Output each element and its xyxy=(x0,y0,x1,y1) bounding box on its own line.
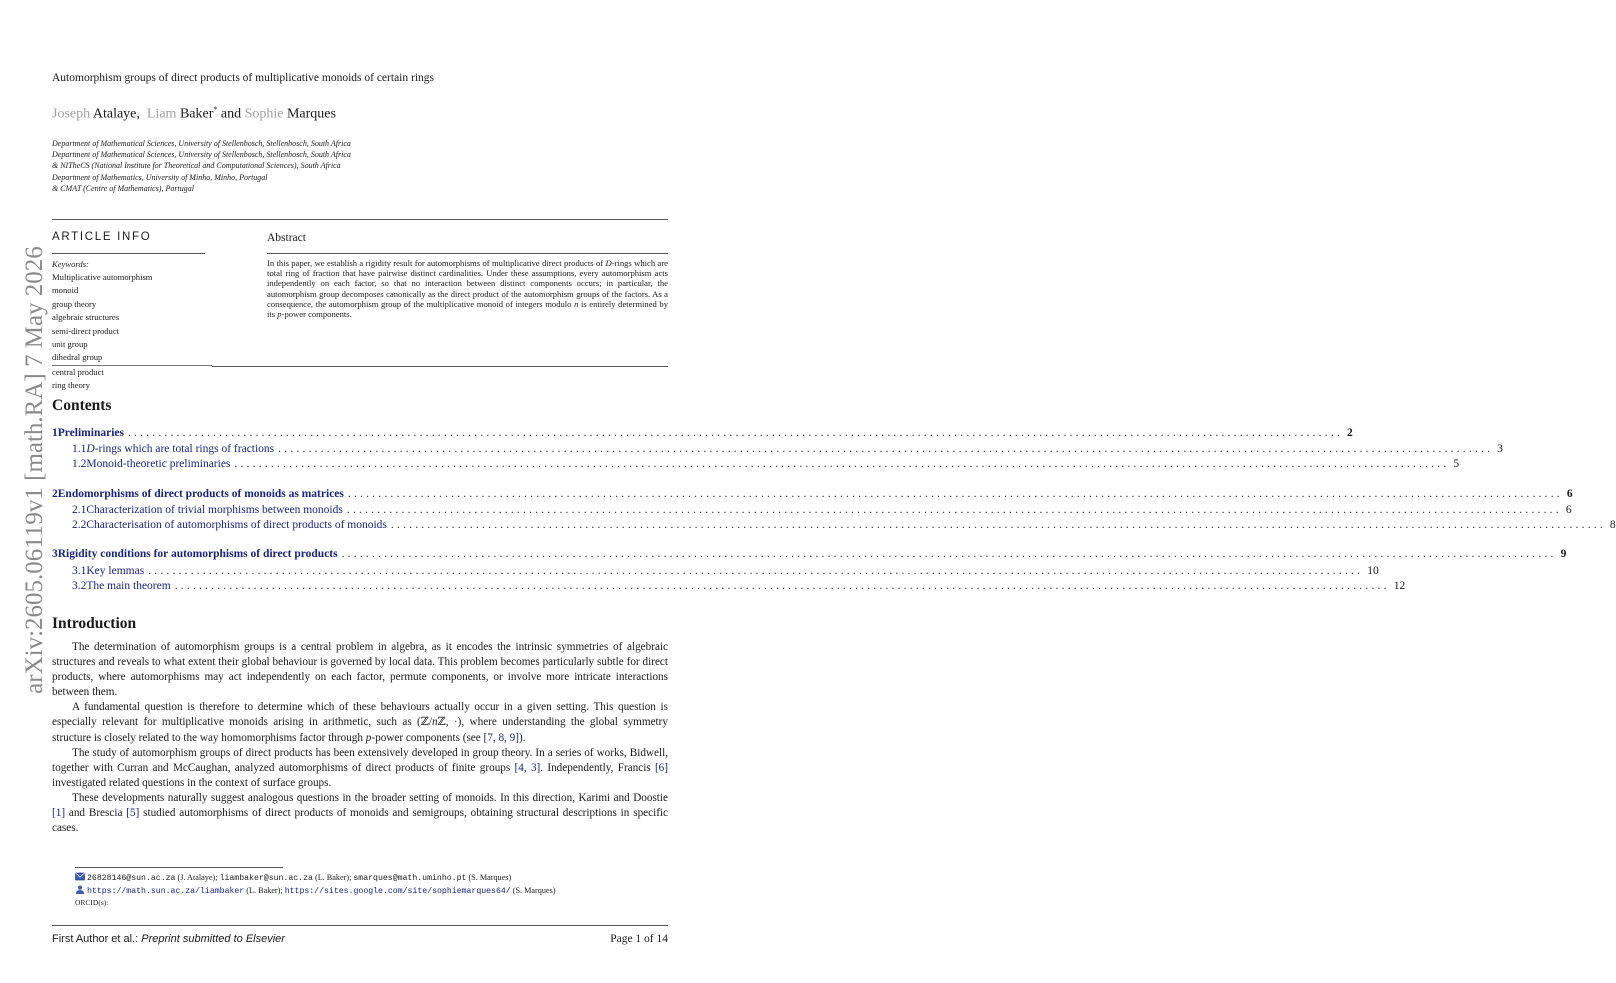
citation-link[interactable]: [6] xyxy=(654,761,668,774)
toc-page: 9 xyxy=(1560,548,1567,560)
person-icon xyxy=(75,885,85,894)
intro-paragraph xyxy=(52,791,668,836)
orcid-label: ORCID(s): xyxy=(75,898,109,907)
keyword-item: ring theory xyxy=(52,380,90,391)
abstract-segment: -power components. xyxy=(281,309,352,320)
author-1-first: Joseph xyxy=(52,106,91,122)
toc-section[interactable] xyxy=(52,427,1353,442)
intro-paragraph: The determination of automorphism groups is a central problem in algebra, as it encodes the intrinsic symmetries of algebraic structures and reveals to what extent their global behaviour is governed by local data. This problem becomes particularly subtle for direct products, where automorphisms may act independently on each factor, permute components, or involve more intricate interactions between them. xyxy=(52,641,668,699)
toc-title-text: -rings which are total rings of fractions xyxy=(94,443,275,455)
toc-leader: ........................................................................................................................................................................................................ xyxy=(148,565,1364,577)
toc-subsection[interactable] xyxy=(52,458,1460,473)
footnote-text: (J. Atalaye); xyxy=(175,873,220,882)
abstract-segment: In this paper, we establish a rigidity result for automorphisms of multiplicative direct products of xyxy=(267,258,606,268)
toc-number: 3 xyxy=(52,548,58,560)
article-info-divider xyxy=(52,253,205,254)
author-3-first: Sophie xyxy=(244,106,284,122)
keywords-label: Keywords: xyxy=(52,259,89,269)
toc-subsection[interactable] xyxy=(52,519,1616,534)
citation-link[interactable]: [1] xyxy=(52,807,66,820)
contents-heading: Contents xyxy=(52,397,112,414)
keyword-item: semi-direct product xyxy=(52,325,120,336)
footnote-text: (L. Baker); xyxy=(244,886,285,895)
keyword-item: central product xyxy=(52,366,104,377)
keyword-item: group theory xyxy=(52,298,97,309)
toc-page: 8 xyxy=(1609,519,1616,531)
affiliation-line: & NITheCS (National Institute for Theoretical and Computational Sciences), South Africa xyxy=(52,161,341,171)
toc-subsection[interactable] xyxy=(52,443,1503,458)
intro-math: p xyxy=(365,731,372,744)
abstract-segment: is entirely determined by its xyxy=(267,298,668,320)
footer-divider xyxy=(52,925,668,926)
author-separator: , xyxy=(136,106,140,122)
toc-title[interactable]: Rigidity conditions for automorphisms of direct products xyxy=(57,548,338,560)
toc-page: 6 xyxy=(1565,504,1572,516)
toc-section[interactable] xyxy=(52,488,1573,503)
keyword-item: dihedral group xyxy=(52,351,212,365)
affiliation-line: Department of Mathematical Sciences, University of Stellenbosch, Stellenbosch, South Africa xyxy=(52,150,351,160)
toc-section[interactable] xyxy=(52,548,1567,563)
abstract-math: D xyxy=(605,258,612,268)
toc-leader: ........................................................................................................................................................................................................ xyxy=(347,488,1563,500)
toc-page: 10 xyxy=(1367,565,1379,577)
author-2-first: Liam xyxy=(146,106,177,122)
article-info-heading: ARTICLE INFO xyxy=(52,231,152,243)
header-divider xyxy=(52,219,668,220)
abstract-math: n xyxy=(574,298,579,309)
abstract-text xyxy=(267,258,668,319)
email-link[interactable]: liambaker@sun.ac.za xyxy=(219,874,313,883)
intro-paragraph xyxy=(52,746,668,791)
homepage-link[interactable]: https://math.sun.ac.za/liambaker xyxy=(87,887,245,896)
toc-number: 1 xyxy=(52,427,58,439)
toc-leader: ........................................................................................................................................................................................................ xyxy=(390,519,1606,531)
toc-number: 3.1 xyxy=(72,565,87,577)
email-link[interactable]: 26828146@sun.ac.za xyxy=(87,874,176,883)
intro-text: . Independently, Francis xyxy=(540,761,655,774)
toc-leader: ........................................................................................................................................................................................................ xyxy=(174,580,1390,592)
page-number: Page 1 of 14 xyxy=(610,933,668,945)
footer-author: First Author et al.: xyxy=(52,933,139,945)
toc-page: 12 xyxy=(1393,580,1406,592)
page-footer-left xyxy=(52,933,285,945)
toc-leader: ........................................................................................................................................................................................................ xyxy=(278,443,1494,455)
footnote-urls xyxy=(75,885,556,896)
abstract-heading: Abstract xyxy=(267,232,306,244)
intro-text: -power components (see xyxy=(371,731,484,744)
toc-title[interactable]: Characterisation of automorphisms of direct products of monoids xyxy=(86,519,387,531)
arxiv-sidebar xyxy=(20,240,50,700)
keyword-item: unit group xyxy=(52,338,88,349)
introduction-heading: Introduction xyxy=(52,615,137,632)
citation-link[interactable]: [7, 8, 9] xyxy=(483,731,519,744)
toc-subsection[interactable] xyxy=(52,504,1572,519)
intro-math: n xyxy=(432,716,438,729)
keywords-block xyxy=(52,259,212,393)
abstract-math: p xyxy=(277,309,282,320)
author-separator: and xyxy=(220,106,242,122)
intro-text: A fundamental question is therefore to determine which of these behaviours actually occur in a given setting. This question is especially relevant for multiplicative monoids arising in arithmetic, such as (ℤ/ xyxy=(52,701,668,729)
citation-link[interactable]: [5] xyxy=(126,807,140,820)
toc-title[interactable]: The main theorem xyxy=(86,580,171,592)
footnote-text: (L. Baker); xyxy=(312,873,354,882)
intro-text: ). xyxy=(518,731,526,744)
footer-journal: Preprint submitted to Elsevier xyxy=(141,933,285,945)
toc-leader: ........................................................................................................................................................................................................ xyxy=(234,458,1450,470)
toc-page: 3 xyxy=(1497,443,1503,455)
intro-text: investigated related questions in the context of surface groups. xyxy=(52,776,332,789)
toc-page: 6 xyxy=(1566,488,1573,500)
toc-leader: ........................................................................................................................................................................................................ xyxy=(346,504,1562,516)
footnote-text: (S. Marques) xyxy=(510,886,556,895)
introduction-body xyxy=(52,640,668,836)
toc-title[interactable]: Monoid-theoretic preliminaries xyxy=(86,458,231,470)
toc-number: 3.2 xyxy=(72,580,87,592)
abstract-segment: -rings which are total ring of fraction that have pairwise distinct cardinalities. Under these assumptions, every automorphism acts independently on each factor, so that no interaction between distinct components occurs; in particular, the automorphism group decomposes canonically as the direct product of the automorphism groups of the factors. As a consequence, the automorphism group of the multiplicative monoid of integers modulo xyxy=(267,258,668,309)
toc-title[interactable]: Preliminaries xyxy=(57,427,124,439)
abstract-bottom-divider xyxy=(212,366,668,367)
toc-subsection[interactable] xyxy=(52,580,1406,595)
homepage-link[interactable]: https://sites.google.com/site/sophiemarques64/ xyxy=(284,887,511,896)
arxiv-identifier: arXiv:2605.06119v1 [math.RA] 7 May 2026 xyxy=(21,246,48,694)
author-1-last: Atalaye xyxy=(92,106,137,122)
citation-link[interactable]: [4, 3] xyxy=(514,761,541,774)
intro-paragraph xyxy=(52,700,668,745)
toc-title[interactable]: Endomorphisms of direct products of monoids as matrices xyxy=(57,488,344,500)
author-2-last: Baker xyxy=(179,106,214,122)
email-link[interactable]: smarques@math.uminho.pt xyxy=(353,874,467,883)
intro-text: The study of automorphism groups of direct products has been extensively developed in group theory. In a series of works, Bidwell, together with Curran and McCaughan, analyzed automorphisms of direct products of finite groups xyxy=(52,746,668,774)
toc-title[interactable] xyxy=(86,443,274,455)
toc-page: 5 xyxy=(1453,458,1460,470)
keyword-item: Multiplicative automorphism xyxy=(52,272,153,282)
toc-subsection[interactable] xyxy=(52,565,1379,580)
envelope-icon xyxy=(75,872,85,881)
toc-page: 2 xyxy=(1346,427,1353,439)
toc-title[interactable]: Characterization of trivial morphisms between monoids xyxy=(86,504,343,516)
intro-text: These developments naturally suggest analogous questions in the broader setting of monoids. In this direction, Karimi and Doostie xyxy=(72,791,668,804)
footnote-rule xyxy=(75,867,283,868)
author-3-last: Marques xyxy=(286,106,336,122)
corresponding-mark: * xyxy=(213,105,218,114)
abstract-divider xyxy=(267,253,668,254)
intro-text: and Brescia xyxy=(65,807,127,820)
toc-leader: ........................................................................................................................................................................................................ xyxy=(127,427,1343,439)
affiliation-line: Department of Mathematics, University of Minho, Minho, Portugal xyxy=(52,172,268,182)
footnote-emails xyxy=(75,872,511,883)
toc-title[interactable]: Key lemmas xyxy=(86,565,145,577)
toc-leader: ........................................................................................................................................................................................................ xyxy=(341,548,1557,560)
intro-text: studied automorphisms of direct products of monoids and semigroups, obtaining structural descriptions in specific cases. xyxy=(52,807,668,835)
keyword-item: algebraic structures xyxy=(52,312,120,323)
toc-number: 2 xyxy=(52,488,58,500)
keyword-item: monoid xyxy=(52,285,79,296)
toc-number: 1.1 xyxy=(72,443,87,455)
toc-title-math: D xyxy=(86,443,95,455)
author-list xyxy=(52,105,336,123)
paper-title: Automorphism groups of direct products of multiplicative monoids of certain rings xyxy=(52,72,434,84)
intro-text: ℤ, ·), where understanding the global symmetry structure is closely related to the way homomorphisms factor through xyxy=(52,716,668,744)
footnote-text: (S. Marques) xyxy=(466,873,512,882)
toc-number: 2.1 xyxy=(72,504,87,516)
affiliation-line: & CMAT (Centre of Mathematics), Portugal xyxy=(52,183,194,193)
toc-number: 1.2 xyxy=(72,458,87,470)
toc-number: 2.2 xyxy=(72,519,87,531)
affiliations xyxy=(52,138,351,194)
affiliation-line: Department of Mathematical Sciences, University of Stellenbosch, Stellenbosch, South Africa xyxy=(52,139,351,148)
